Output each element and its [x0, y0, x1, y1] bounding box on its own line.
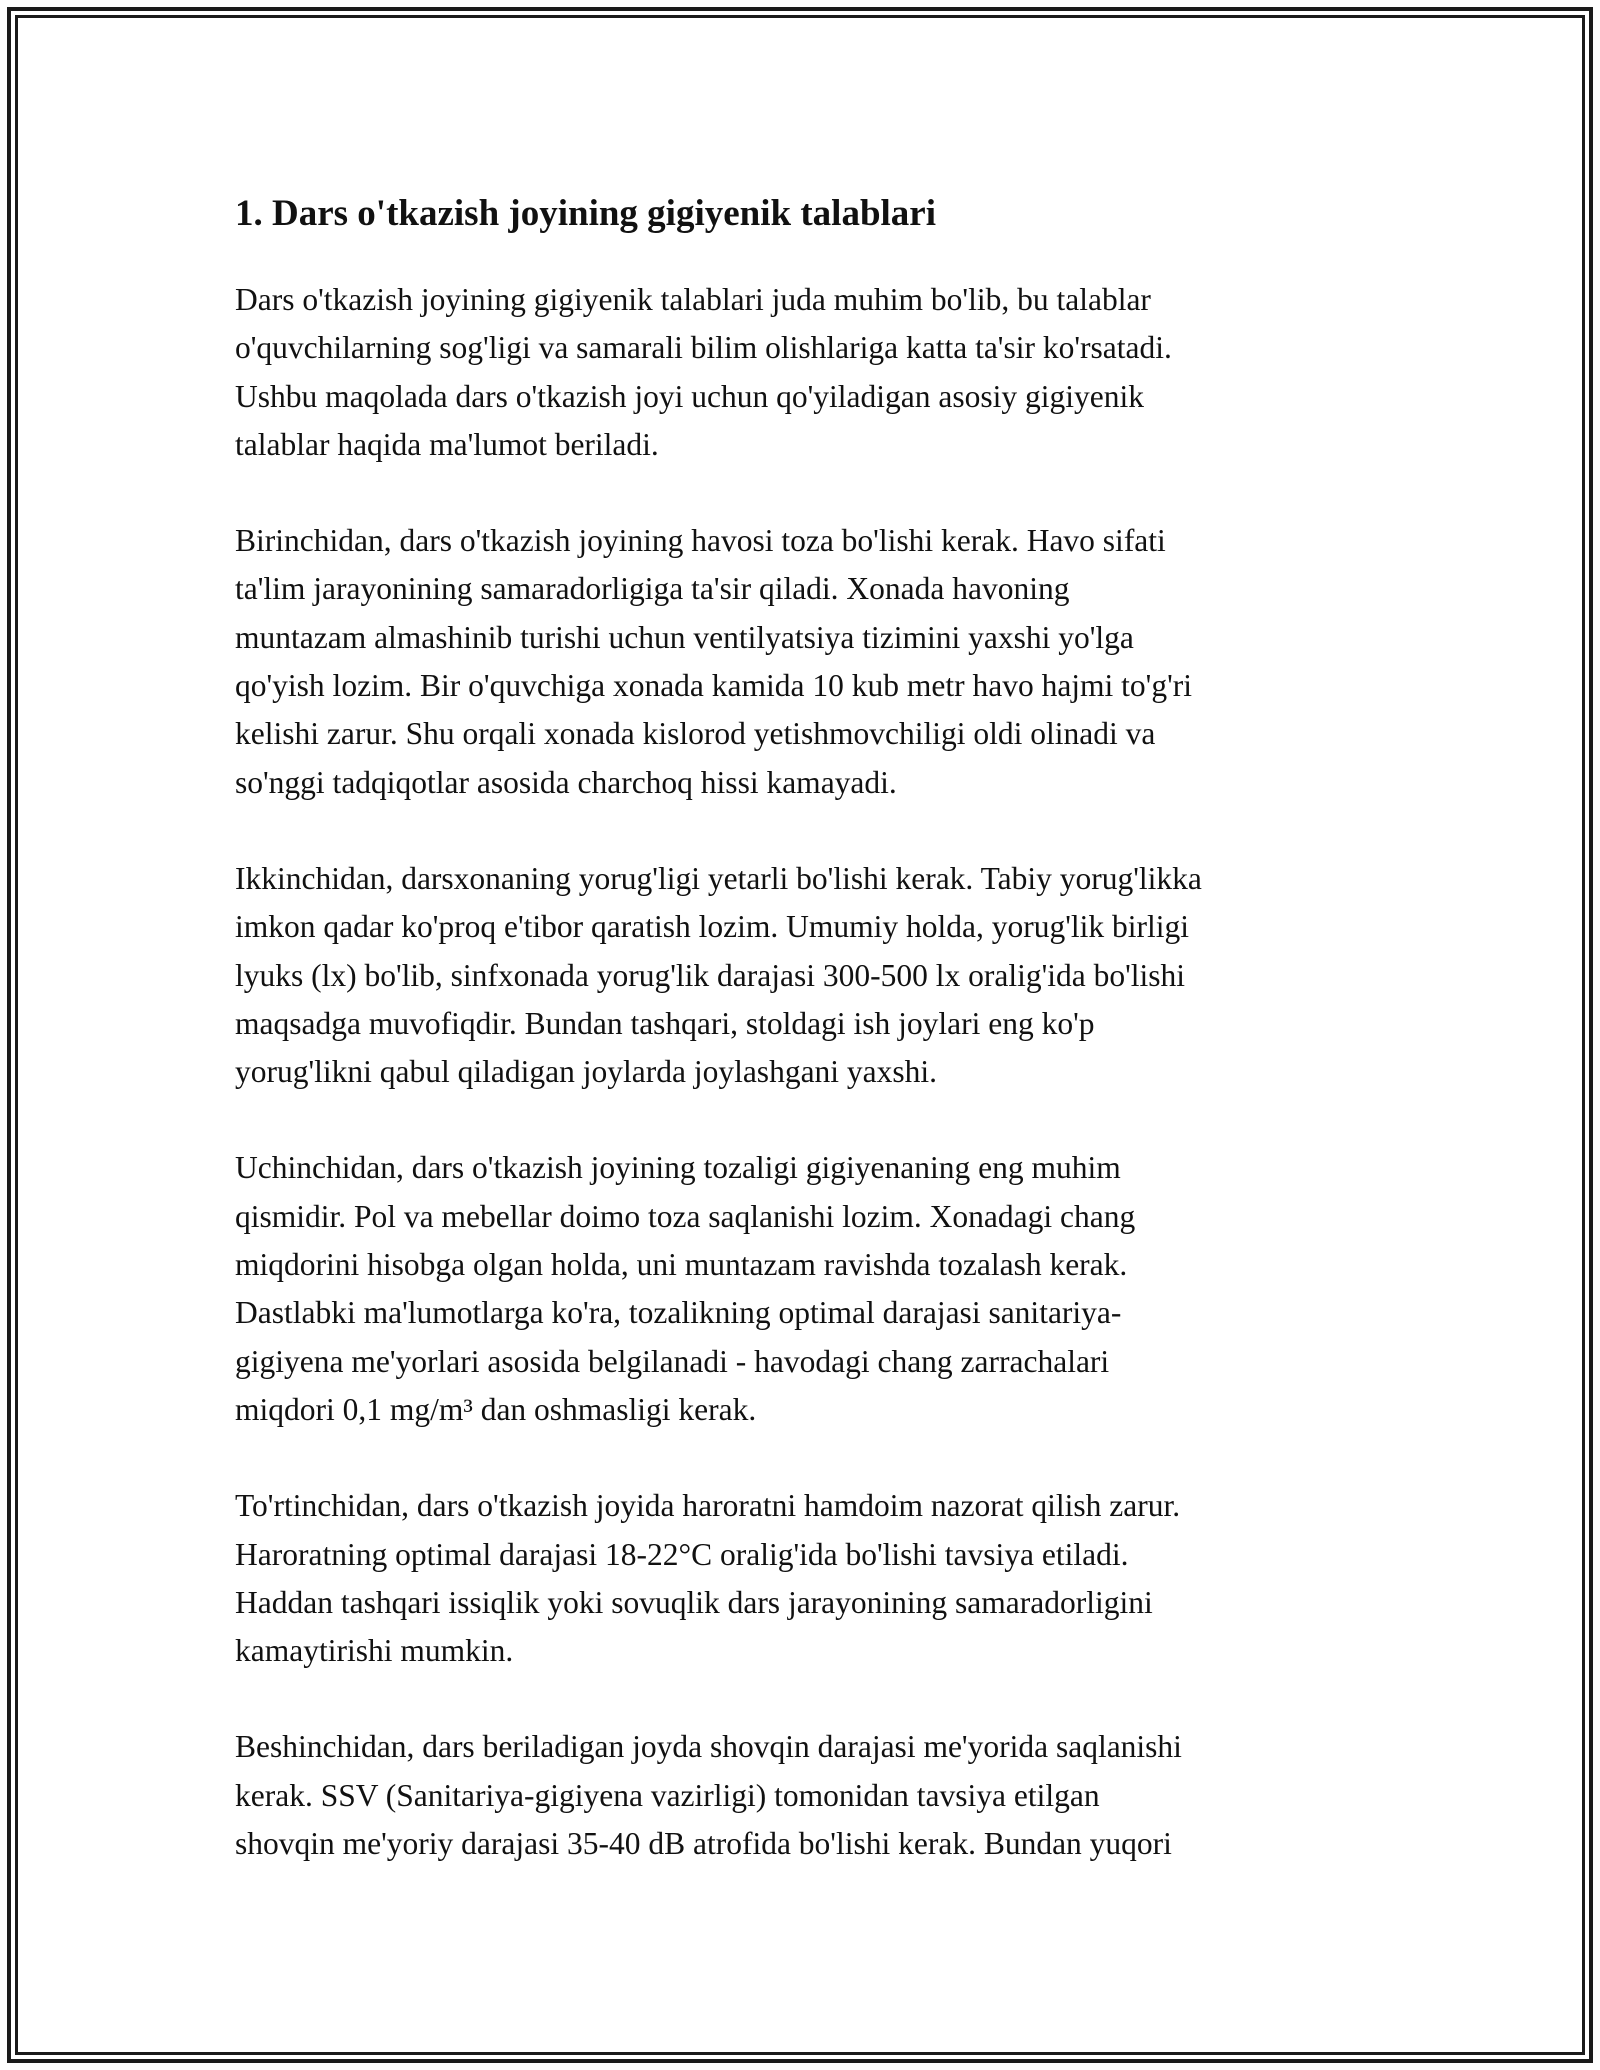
paragraph-line: Haroratning optimal darajasi 18-22°C oralig'ida bo'lishi tavsiya etiladi. — [235, 1536, 1129, 1572]
paragraph-line: miqdori 0,1 mg/m³ dan oshmasligi kerak. — [235, 1391, 757, 1427]
paragraph-line: Dars o'tkazish joyining gigiyenik talablari juda muhim bo'lib, bu talablar — [235, 282, 1151, 317]
paragraph-line: qo'yish lozim. Bir o'quvchiga xonada kamida 10 kub metr havo hajmi to'g'ri — [235, 668, 1193, 704]
paragraph-line: qismidir. Pol va mebellar doimo toza saqlanishi lozim. Xonadagi chang — [235, 1198, 1136, 1234]
paragraph-line: talablar haqida ma'lumot beriladi. — [235, 426, 659, 462]
paragraph-line: yorug'likni qabul qiladigan joylarda joylashgani yaxshi. — [235, 1054, 938, 1090]
paragraph-line: To'rtinchidan, dars o'tkazish joyida haroratni hamdoim nazorat qilish zarur. — [235, 1488, 1181, 1524]
paragraph — [235, 517, 1375, 807]
paragraph-line: Haddan tashqari issiqlik yoki sovuqlik dars jarayonining samaradorligini — [235, 1584, 1153, 1620]
paragraph-line: gigiyena me'yorlari asosida belgilanadi - havodagi chang zarrachalari — [235, 1343, 1110, 1379]
paragraph-line: ta'lim jarayonining samaradorligiga ta'sir qiladi. Xonada havoning — [235, 571, 1070, 607]
paragraph-line: kamaytirishi mumkin. — [235, 1633, 514, 1669]
document-body — [235, 186, 1375, 1916]
paragraph-line: miqdorini hisobga olgan holda, uni muntazam ravishda tozalash kerak. — [235, 1247, 1128, 1283]
paragraph-line: Beshinchidan, dars beriladigan joyda shovqin darajasi me'yorida saqlanishi — [235, 1729, 1182, 1765]
paragraph-line: o'quvchilarning sog'ligi va samarali bilim olishlariga katta ta'sir ko'rsatadi. — [235, 330, 1172, 366]
paragraph-list — [235, 276, 1375, 1868]
paragraph-line: Ushbu maqolada dars o'tkazish joyi uchun qo'yiladigan asosiy gigiyenik — [235, 378, 1144, 414]
paragraph — [235, 1144, 1375, 1434]
paragraph-line: muntazam almashinib turishi uchun ventilyatsiya tizimini yaxshi yo'lga — [235, 619, 1134, 655]
paragraph-line: Ikkinchidan, darsxonaning yorug'ligi yetarli bo'lishi kerak. Tabiy yorug'likka — [235, 860, 1202, 896]
paragraph-line: Birinchidan, dars o'tkazish joyining havosi toza bo'lishi kerak. Havo sifati — [235, 523, 1166, 559]
paragraph-line: lyuks (lx) bo'lib, sinfxonada yorug'lik darajasi 300-500 lx oralig'ida bo'lishi — [235, 957, 1186, 993]
paragraph — [235, 1723, 1375, 1868]
paragraph-line: imkon qadar ko'proq e'tibor qaratish lozim. Umumiy holda, yorug'lik birligi — [235, 909, 1189, 945]
paragraph — [235, 855, 1375, 1096]
paragraph-line: so'nggi tadqiqotlar asosida charchoq hissi kamayadi. — [235, 764, 897, 800]
paragraph-line: Uchinchidan, dars o'tkazish joyining tozaligi gigiyenaning eng muhim — [235, 1150, 1121, 1186]
paragraph-line: maqsadga muvofiqdir. Bundan tashqari, stoldagi ish joylari eng ko'p — [235, 1005, 1095, 1041]
paragraph-line: Dastlabki ma'lumotlarga ko'ra, tozalikning optimal darajasi sanitariya- — [235, 1295, 1122, 1331]
paragraph-line: shovqin me'yoriy darajasi 35-40 dB atrofida bo'lishi kerak. Bundan yuqori — [235, 1826, 1172, 1862]
section-heading: 1. Dars o'tkazish joyining gigiyenik talablari — [235, 193, 937, 234]
paragraph — [235, 1482, 1375, 1675]
paragraph-line: kelishi zarur. Shu orqali xonada kislorod yetishmovchiligi oldi olinadi va — [235, 716, 1156, 752]
paragraph — [235, 276, 1375, 469]
paragraph-line: kerak. SSV (Sanitariya-gigiyena vazirligi) tomonidan tavsiya etilgan — [235, 1777, 1100, 1813]
